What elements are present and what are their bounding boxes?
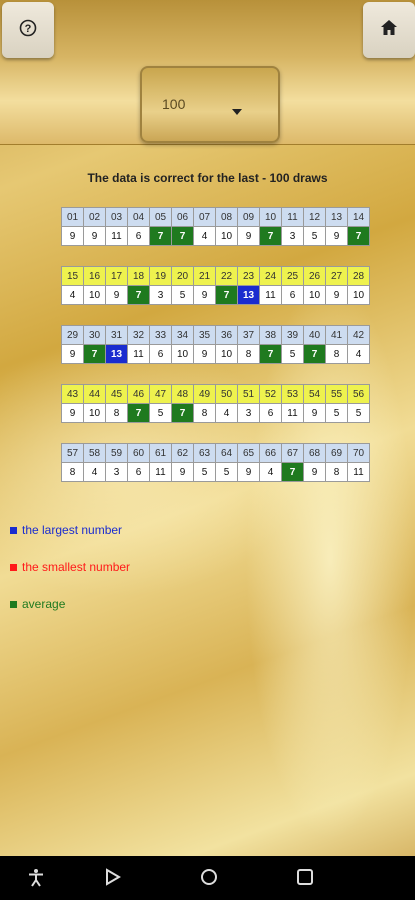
help-button[interactable] [2,2,54,58]
frequency-cell: 4 [84,463,106,482]
frequency-cell: 3 [282,227,304,246]
number-header-row [62,267,370,286]
number-cell: 62 [172,444,194,463]
legend-average [10,597,65,611]
number-cell: 10 [260,208,282,227]
number-cell: 47 [150,385,172,404]
frequency-cell: 10 [216,227,238,246]
number-cell: 49 [194,385,216,404]
number-cell: 69 [326,444,348,463]
number-cell: 45 [106,385,128,404]
number-cell: 33 [150,326,172,345]
frequency-cell: 3 [150,286,172,305]
number-cell: 66 [260,444,282,463]
frequency-cell: 9 [62,345,84,364]
number-cell: 17 [106,267,128,286]
frequency-cell: 7 [150,227,172,246]
home-button[interactable] [363,2,415,58]
number-cell: 15 [62,267,84,286]
frequency-row [62,286,370,305]
frequency-cell: 9 [238,463,260,482]
frequency-cell: 7 [260,227,282,246]
frequency-cell: 5 [172,286,194,305]
frequency-cell: 4 [216,404,238,423]
number-cell: 57 [62,444,84,463]
number-cell: 37 [238,326,260,345]
number-cell: 55 [326,385,348,404]
frequency-cell: 4 [348,345,370,364]
frequency-cell: 9 [172,463,194,482]
frequency-cell: 6 [150,345,172,364]
number-cell: 68 [304,444,326,463]
frequency-cell: 7 [172,404,194,423]
number-cell: 56 [348,385,370,404]
number-cell: 63 [194,444,216,463]
legend-swatch-red [10,564,17,571]
legend-label: the smallest number [22,560,131,574]
frequency-cell: 8 [106,404,128,423]
frequency-cell: 5 [326,404,348,423]
frequency-cell: 8 [326,345,348,364]
frequency-cell: 6 [128,227,150,246]
number-cell: 25 [282,267,304,286]
number-cell: 51 [238,385,260,404]
number-cell: 42 [348,326,370,345]
info-text: The data is correct for the last - 100 draws [87,171,328,185]
number-cell: 34 [172,326,194,345]
number-cell: 38 [260,326,282,345]
draw-count-value: 100 [162,96,186,112]
number-cell: 13 [326,208,348,227]
legend-label: the largest number [22,523,123,537]
number-cell: 59 [106,444,128,463]
number-cell: 21 [194,267,216,286]
frequency-cell: 4 [194,227,216,246]
number-cell: 70 [348,444,370,463]
frequency-cell: 7 [304,345,326,364]
number-block [61,207,370,246]
number-cell: 06 [172,208,194,227]
number-cell: 28 [348,267,370,286]
frequency-cell: 11 [260,286,282,305]
frequency-cell: 7 [348,227,370,246]
legend-largest [10,523,122,537]
number-cell: 65 [238,444,260,463]
frequency-cell: 9 [62,227,84,246]
number-cell: 64 [216,444,238,463]
number-block [61,443,370,482]
number-cell: 05 [150,208,172,227]
number-cell: 30 [84,326,106,345]
frequency-cell: 9 [326,227,348,246]
number-cell: 35 [194,326,216,345]
number-cell: 08 [216,208,238,227]
number-cell: 02 [84,208,106,227]
number-cell: 11 [282,208,304,227]
number-cell: 52 [260,385,282,404]
number-cell: 48 [172,385,194,404]
frequency-cell: 8 [326,463,348,482]
number-block [61,325,370,364]
number-cell: 04 [128,208,150,227]
number-cell: 46 [128,385,150,404]
frequency-cell: 9 [304,463,326,482]
frequency-cell: 9 [194,345,216,364]
number-cell: 12 [304,208,326,227]
number-cell: 09 [238,208,260,227]
frequency-cell: 9 [84,227,106,246]
number-cell: 23 [238,267,260,286]
number-cell: 16 [84,267,106,286]
frequency-cell: 9 [326,286,348,305]
number-cell: 32 [128,326,150,345]
frequency-cell: 11 [128,345,150,364]
header [0,0,415,145]
frequency-cell: 8 [238,345,260,364]
frequency-cell: 10 [172,345,194,364]
back-triangle-icon[interactable] [104,868,122,891]
number-cell: 43 [62,385,84,404]
number-header-row [62,208,370,227]
frequency-cell: 4 [260,463,282,482]
number-cell: 03 [106,208,128,227]
system-navigation-bar [0,856,415,900]
frequency-cell: 9 [238,227,260,246]
number-cell: 26 [304,267,326,286]
number-cell: 44 [84,385,106,404]
frequency-cell: 5 [216,463,238,482]
frequency-cell: 9 [194,286,216,305]
frequency-cell: 4 [62,286,84,305]
caret-down-icon [232,102,242,120]
question-circle-icon [19,19,37,42]
frequency-cell: 5 [282,345,304,364]
number-cell: 60 [128,444,150,463]
frequency-cell: 3 [106,463,128,482]
number-cell: 24 [260,267,282,286]
frequency-cell: 9 [62,404,84,423]
frequency-cell: 11 [106,227,128,246]
frequency-cell: 10 [216,345,238,364]
frequency-cell: 6 [282,286,304,305]
frequency-cell: 5 [348,404,370,423]
legend-swatch-green [10,601,17,608]
frequency-cell: 10 [84,286,106,305]
number-header-row [62,444,370,463]
frequency-cell: 7 [216,286,238,305]
svg-text:?: ? [24,22,32,35]
number-cell: 14 [348,208,370,227]
frequency-cell: 13 [238,286,260,305]
frequency-cell: 11 [282,404,304,423]
frequency-cell: 5 [304,227,326,246]
number-cell: 01 [62,208,84,227]
frequency-cell: 7 [282,463,304,482]
number-cell: 20 [172,267,194,286]
number-cell: 36 [216,326,238,345]
frequency-cell: 10 [304,286,326,305]
number-cell: 18 [128,267,150,286]
legend-label: average [22,597,66,611]
frequency-cell: 7 [260,345,282,364]
number-block [61,384,370,423]
frequency-row [62,463,370,482]
number-cell: 31 [106,326,128,345]
frequency-cell: 5 [194,463,216,482]
frequency-cell: 7 [172,227,194,246]
number-cell: 27 [326,267,348,286]
number-cell: 29 [62,326,84,345]
number-cell: 07 [194,208,216,227]
frequency-cell: 7 [84,345,106,364]
recents-square-icon[interactable] [296,868,314,891]
frequency-cell: 8 [194,404,216,423]
frequency-cell: 5 [150,404,172,423]
frequency-cell: 10 [84,404,106,423]
number-block [61,266,370,305]
legend-smallest [10,560,130,574]
draw-count-select[interactable] [140,66,280,143]
legend-swatch-blue [10,527,17,534]
frequency-row [62,404,370,423]
number-header-row [62,326,370,345]
number-cell: 53 [282,385,304,404]
number-cell: 67 [282,444,304,463]
number-cell: 41 [326,326,348,345]
frequency-cell: 9 [304,404,326,423]
number-cell: 39 [282,326,304,345]
frequency-cell: 9 [106,286,128,305]
frequency-cell: 11 [348,463,370,482]
number-header-row [62,385,370,404]
number-cell: 22 [216,267,238,286]
frequency-cell: 7 [128,286,150,305]
frequency-cell: 6 [260,404,282,423]
frequency-row [62,227,370,246]
home-circle-icon[interactable] [200,868,218,891]
number-cell: 54 [304,385,326,404]
frequency-cell: 10 [348,286,370,305]
frequency-cell: 6 [128,463,150,482]
number-cell: 40 [304,326,326,345]
frequency-cell: 11 [150,463,172,482]
number-cell: 19 [150,267,172,286]
home-icon [380,19,398,41]
number-cell: 50 [216,385,238,404]
frequency-cell: 7 [128,404,150,423]
frequency-cell: 3 [238,404,260,423]
frequency-cell: 8 [62,463,84,482]
accessibility-icon[interactable] [27,868,45,893]
number-cell: 61 [150,444,172,463]
frequency-row [62,345,370,364]
frequency-cell: 13 [106,345,128,364]
number-cell: 58 [84,444,106,463]
